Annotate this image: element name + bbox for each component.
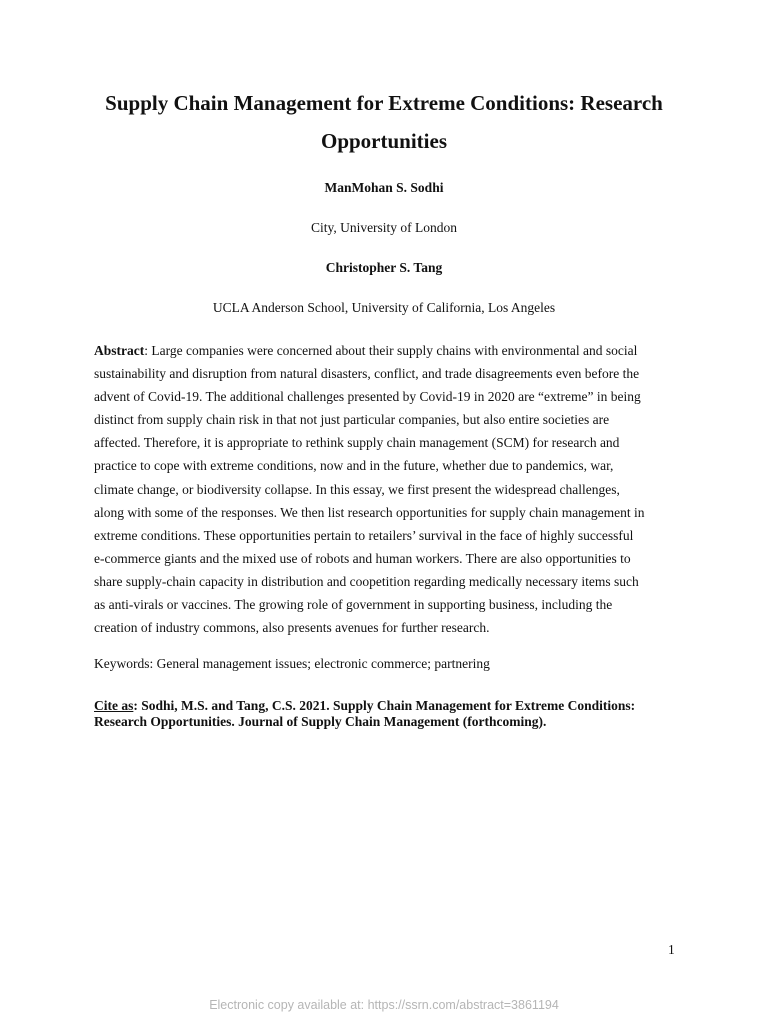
abstract-line: distinct from supply chain risk in that not just particular companies, but also entire societies are — [94, 412, 610, 428]
abstract-line: creation of industry commons, also presents avenues for further research. — [94, 620, 490, 636]
abstract-line: sustainability and disruption from natural disasters, conflict, and trade disagreements even before the — [94, 366, 640, 382]
page-number: 1 — [668, 942, 675, 957]
abstract-line: climate change, or biodiversity collapse. In this essay, we first present the widespread challenges, — [94, 481, 620, 497]
paper-title-line-1: Supply Chain Management for Extreme Conditions: Research — [105, 91, 663, 115]
author-name-2: Christopher S. Tang — [325, 260, 443, 275]
ssrn-footer: Electronic copy available at: https://ssrn.com/abstract=3861194 — [209, 998, 559, 1012]
citation — [94, 698, 684, 730]
abstract-line: advent of Covid-19. The additional challenges presented by Covid-19 in 2020 are “extreme” in being — [94, 389, 641, 405]
author-affiliation-2: UCLA Anderson School, University of California, Los Angeles — [212, 300, 556, 315]
abstract-line: along with some of the responses. We then list research opportunities for supply chain management in — [94, 504, 645, 520]
citation-label: Cite as — [94, 698, 134, 713]
abstract — [94, 339, 674, 639]
abstract-text: : Large companies were concerned about their supply chains with environmental and social — [144, 343, 638, 358]
citation-line: Research Opportunities. Journal of Supply Chain Management (forthcoming). — [94, 714, 547, 729]
author-name-1: ManMohan S. Sodhi — [324, 180, 444, 195]
abstract-line: as anti-virals or vaccines. The growing role of government in supporting business, including the — [94, 597, 613, 613]
abstract-label: Abstract — [94, 343, 145, 358]
paper-title — [60, 84, 708, 160]
citation-text: : Sodhi, M.S. and Tang, C.S. 2021. Supply Chain Management for Extreme Conditions: — [133, 698, 636, 713]
paper-title-line-2: Opportunities — [320, 129, 448, 153]
author-affiliation-1: City, University of London — [310, 220, 458, 235]
keywords: Keywords: General management issues; electronic commerce; partnering — [94, 656, 490, 671]
citation-line — [94, 698, 684, 714]
abstract-line: practice to cope with extreme conditions, now and in the future, whether due to pandemics, war, — [94, 458, 614, 474]
abstract-line: share supply-chain capacity in distribution and coopetition regarding medically necessary items such — [94, 573, 639, 589]
abstract-line: affected. Therefore, it is appropriate to rethink supply chain management (SCM) for research and — [94, 435, 620, 451]
abstract-line: e-commerce giants and the mixed use of robots and human workers. There are also opportunities to — [94, 550, 631, 566]
abstract-line — [94, 339, 674, 362]
abstract-line: extreme conditions. These opportunities pertain to retailers’ survival in the face of highly successful — [94, 527, 634, 543]
